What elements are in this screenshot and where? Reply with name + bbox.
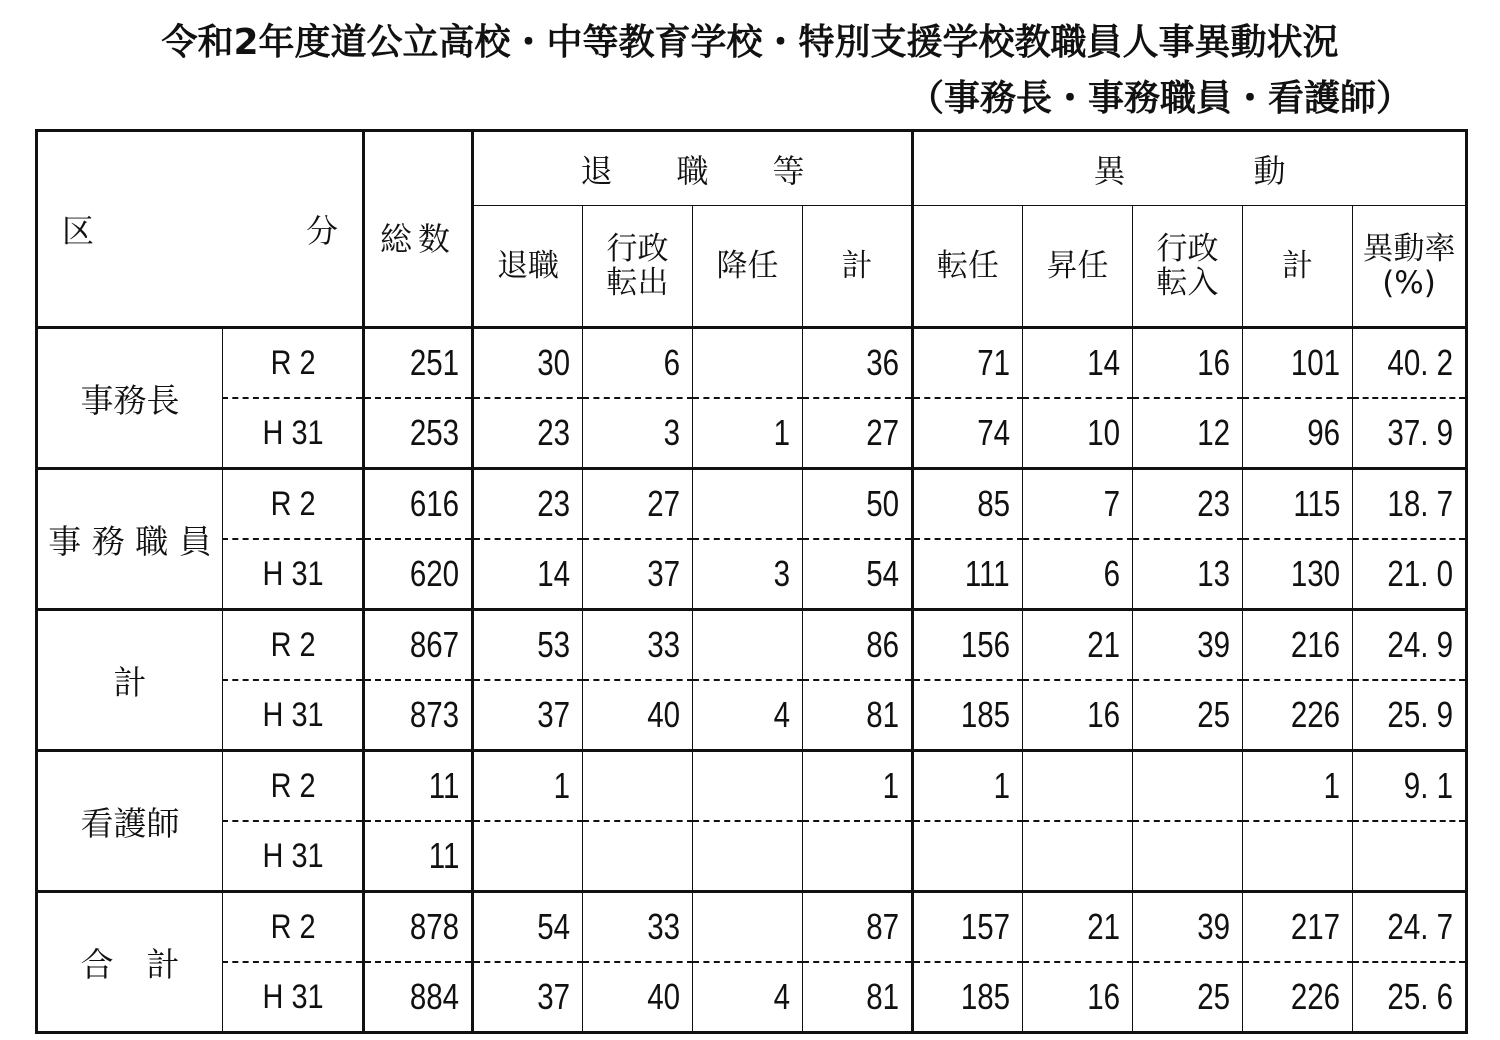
- cell-value: 6: [1103, 553, 1121, 594]
- cell-value: 87: [866, 906, 900, 947]
- header-transfer-total: 計: [1243, 206, 1353, 328]
- cell-rate: [1353, 751, 1467, 822]
- cell-value: 616: [409, 483, 459, 524]
- cell-retire: [473, 892, 583, 963]
- header-transfer: 転任: [913, 206, 1023, 328]
- cell-value: 21: [1087, 906, 1121, 947]
- cell-retire: [473, 680, 583, 751]
- cell-retire-total: [803, 469, 913, 540]
- cell-admin-in: [1133, 962, 1243, 1033]
- header-promotion: 昇任: [1023, 206, 1133, 328]
- cell-transfer: [913, 328, 1023, 399]
- cell-demotion: [693, 539, 803, 610]
- cell-demotion: [693, 751, 803, 822]
- header-admin-out-line1: 行政: [606, 231, 669, 267]
- cell-retire: [473, 398, 583, 469]
- header-retirement-total: 計: [803, 206, 913, 328]
- cell-retire-total: [803, 398, 913, 469]
- header-category: [37, 131, 364, 328]
- header-admin-in-line2: 転入: [1156, 265, 1219, 301]
- cell-value: 30: [537, 342, 570, 383]
- cell-demotion: [693, 610, 803, 681]
- cell-value: 25: [1197, 694, 1231, 735]
- cell-value: 873: [409, 694, 459, 735]
- header-admin-out-line2: 転出: [606, 265, 669, 301]
- cell-value: 27: [647, 483, 680, 524]
- cell-promotion: [1023, 610, 1133, 681]
- page-title: 令和2年度道公立高校・中等教育学校・特別支援学校教職員人事異動状況: [161, 22, 1339, 63]
- cell-promotion: [1023, 539, 1133, 610]
- header-total: 総数: [364, 131, 473, 328]
- cell-admin-in: [1133, 821, 1243, 892]
- cell-rate: [1353, 680, 1467, 751]
- table-row: [37, 539, 1467, 610]
- cell-transfer: [913, 680, 1023, 751]
- cell-value: 54: [537, 906, 570, 947]
- cell-demotion: [693, 328, 803, 399]
- cell-transfer-total: [1243, 469, 1353, 540]
- cell-transfer-total: [1243, 610, 1353, 681]
- cell-value: 14: [1087, 342, 1121, 383]
- row-year-label: R 2: [233, 892, 353, 963]
- cell-value: 21: [1087, 624, 1121, 665]
- cell-value: 40: [647, 976, 680, 1017]
- header-admin-in: [1133, 206, 1243, 328]
- cell-value: 27: [866, 412, 900, 453]
- cell-promotion: [1023, 398, 1133, 469]
- row-year-label: H 31: [233, 539, 353, 610]
- cell-value: 884: [409, 976, 459, 1017]
- cell-total: [364, 892, 473, 963]
- cell-value: 7: [1103, 483, 1121, 524]
- row-year-label: R 2: [233, 610, 353, 681]
- cell-retire-total: [803, 962, 913, 1033]
- table-row: [37, 398, 1467, 469]
- cell-retire-total: [803, 821, 913, 892]
- cell-value: 216: [1290, 624, 1341, 665]
- cell-transfer: [913, 539, 1023, 610]
- cell-rate: [1353, 469, 1467, 540]
- cell-total: [364, 610, 473, 681]
- cell-value: 253: [409, 412, 459, 453]
- row-year-label: H 31: [233, 962, 353, 1033]
- cell-value: 3: [663, 412, 680, 453]
- cell-admin-out: [583, 680, 693, 751]
- cell-value: 54: [866, 553, 900, 594]
- cell-value: 39: [1197, 624, 1231, 665]
- cell-value: 37: [647, 553, 680, 594]
- cell-transfer: [913, 610, 1023, 681]
- cell-admin-out: [583, 751, 693, 822]
- header-retirement-group: 退 職 等: [473, 131, 913, 206]
- cell-demotion: [693, 962, 803, 1033]
- cell-admin-in: [1133, 539, 1243, 610]
- cell-promotion: [1023, 821, 1133, 892]
- cell-value: 1: [993, 765, 1011, 806]
- cell-transfer-total: [1243, 751, 1353, 822]
- cell-value: 85: [977, 483, 1011, 524]
- cell-transfer: [913, 821, 1023, 892]
- cell-value: 4: [773, 976, 790, 1017]
- cell-retire-total: [803, 539, 913, 610]
- cell-value: 81: [866, 694, 900, 735]
- cell-retire: [473, 469, 583, 540]
- table-row: [37, 610, 1467, 681]
- cell-transfer: [913, 962, 1023, 1033]
- row-group-label: 計: [37, 610, 223, 751]
- cell-value: 226: [1290, 694, 1341, 735]
- table-row: [37, 821, 1467, 892]
- cell-transfer-total: [1243, 821, 1353, 892]
- cell-value: 53: [537, 624, 570, 665]
- table-row: [37, 751, 1467, 822]
- cell-transfer: [913, 751, 1023, 822]
- cell-rate: [1353, 610, 1467, 681]
- cell-value: 24. 7: [1387, 906, 1454, 947]
- cell-total: [364, 539, 473, 610]
- row-group-label: 看護師: [37, 751, 223, 892]
- cell-value: 1: [773, 412, 790, 453]
- cell-value: 13: [1197, 553, 1231, 594]
- cell-retire-total: [803, 892, 913, 963]
- row-group-label: 合 計: [37, 892, 223, 1033]
- cell-retire: [473, 539, 583, 610]
- cell-value: 37. 9: [1387, 412, 1454, 453]
- row-year-label: H 31: [233, 398, 353, 469]
- table-row: [37, 469, 1467, 540]
- header-category-left: 区: [62, 212, 95, 250]
- cell-value: 37: [537, 976, 570, 1017]
- cell-value: 81: [866, 976, 900, 1017]
- cell-retire: [473, 821, 583, 892]
- cell-transfer-total: [1243, 892, 1353, 963]
- header-transfer-group: 異 動: [913, 131, 1467, 206]
- cell-admin-in: [1133, 610, 1243, 681]
- cell-value: 16: [1087, 976, 1121, 1017]
- cell-value: 14: [537, 553, 570, 594]
- cell-admin-out: [583, 892, 693, 963]
- cell-demotion: [693, 680, 803, 751]
- cell-admin-out: [583, 821, 693, 892]
- cell-total: [364, 680, 473, 751]
- cell-admin-in: [1133, 398, 1243, 469]
- cell-rate: [1353, 328, 1467, 399]
- table-row: [37, 962, 1467, 1033]
- header-retirement: 退職: [473, 206, 583, 328]
- cell-transfer-total: [1243, 539, 1353, 610]
- header-transfer-rate-line2: (%): [1382, 265, 1436, 301]
- row-year-label: R 2: [233, 751, 353, 822]
- row-year-label: R 2: [233, 469, 353, 540]
- cell-total: [364, 469, 473, 540]
- cell-value: 226: [1290, 976, 1341, 1017]
- cell-admin-out: [583, 398, 693, 469]
- cell-value: 74: [977, 412, 1011, 453]
- page-subtitle: （事務長・事務職員・看護師）: [907, 78, 1412, 119]
- row-year-label: H 31: [233, 821, 353, 892]
- cell-value: 40: [647, 694, 680, 735]
- cell-value: 1: [882, 765, 900, 806]
- table-row: [37, 328, 1467, 399]
- cell-retire-total: [803, 751, 913, 822]
- cell-retire-total: [803, 680, 913, 751]
- cell-demotion: [693, 469, 803, 540]
- cell-total: [364, 821, 473, 892]
- cell-value: 50: [866, 483, 900, 524]
- cell-value: 1: [553, 765, 570, 806]
- cell-retire: [473, 328, 583, 399]
- header-category-right: 分: [305, 212, 338, 250]
- cell-promotion: [1023, 892, 1133, 963]
- cell-value: 37: [537, 694, 570, 735]
- cell-admin-out: [583, 962, 693, 1033]
- cell-demotion: [693, 821, 803, 892]
- cell-admin-in: [1133, 328, 1243, 399]
- table-row: [37, 892, 1467, 963]
- cell-value: 23: [537, 483, 570, 524]
- cell-total: [364, 962, 473, 1033]
- cell-value: 25: [1197, 976, 1231, 1017]
- cell-value: 24. 9: [1387, 624, 1454, 665]
- cell-value: 23: [537, 412, 570, 453]
- header-admin-out: [583, 206, 693, 328]
- cell-value: 115: [1292, 483, 1341, 524]
- cell-promotion: [1023, 751, 1133, 822]
- cell-value: 96: [1307, 412, 1341, 453]
- cell-value: 156: [960, 624, 1011, 665]
- cell-value: 21. 0: [1387, 553, 1454, 594]
- cell-admin-out: [583, 539, 693, 610]
- cell-transfer: [913, 398, 1023, 469]
- cell-value: 11: [428, 835, 459, 876]
- cell-value: 18. 7: [1387, 483, 1454, 524]
- cell-value: 217: [1290, 906, 1341, 947]
- cell-value: 36: [866, 342, 900, 383]
- cell-value: 867: [409, 624, 459, 665]
- cell-value: 620: [409, 553, 459, 594]
- cell-value: 10: [1087, 412, 1121, 453]
- cell-total: [364, 751, 473, 822]
- row-year-label: R 2: [233, 328, 353, 399]
- cell-value: 251: [409, 342, 459, 383]
- cell-rate: [1353, 398, 1467, 469]
- header-demotion: 降任: [693, 206, 803, 328]
- cell-value: 101: [1290, 342, 1341, 383]
- cell-transfer: [913, 892, 1023, 963]
- cell-value: 40. 2: [1387, 342, 1454, 383]
- cell-total: [364, 328, 473, 399]
- header-admin-in-line1: 行政: [1156, 231, 1219, 267]
- cell-retire-total: [803, 328, 913, 399]
- cell-demotion: [693, 892, 803, 963]
- cell-value: 878: [409, 906, 459, 947]
- row-year-label: H 31: [233, 680, 353, 751]
- cell-value: 11: [428, 765, 459, 806]
- cell-promotion: [1023, 680, 1133, 751]
- cell-value: 23: [1197, 483, 1231, 524]
- cell-value: 3: [773, 553, 790, 594]
- personnel-transfer-table: [35, 129, 1468, 1034]
- cell-demotion: [693, 398, 803, 469]
- cell-value: 33: [647, 624, 680, 665]
- cell-rate: [1353, 892, 1467, 963]
- cell-admin-out: [583, 328, 693, 399]
- cell-admin-in: [1133, 680, 1243, 751]
- cell-total: [364, 398, 473, 469]
- cell-promotion: [1023, 328, 1133, 399]
- cell-admin-out: [583, 469, 693, 540]
- cell-value: 25. 6: [1387, 976, 1454, 1017]
- cell-transfer-total: [1243, 680, 1353, 751]
- cell-value: 25. 9: [1387, 694, 1454, 735]
- header-transfer-rate-line1: 異動率: [1362, 231, 1456, 267]
- cell-value: 1: [1323, 765, 1341, 806]
- cell-value: 16: [1087, 694, 1121, 735]
- cell-rate: [1353, 539, 1467, 610]
- cell-value: 6: [663, 342, 680, 383]
- row-group-label: 事務長: [37, 328, 223, 469]
- cell-retire-total: [803, 610, 913, 681]
- cell-admin-out: [583, 610, 693, 681]
- cell-transfer: [913, 469, 1023, 540]
- cell-value: 4: [773, 694, 790, 735]
- cell-retire: [473, 610, 583, 681]
- cell-transfer-total: [1243, 398, 1353, 469]
- cell-value: 86: [866, 624, 900, 665]
- cell-value: 157: [960, 906, 1011, 947]
- header-transfer-rate: [1353, 206, 1467, 328]
- cell-value: 185: [960, 976, 1011, 1017]
- cell-rate: [1353, 962, 1467, 1033]
- cell-value: 16: [1197, 342, 1231, 383]
- table-body: [37, 328, 1467, 1033]
- cell-transfer-total: [1243, 328, 1353, 399]
- cell-admin-in: [1133, 892, 1243, 963]
- cell-promotion: [1023, 962, 1133, 1033]
- cell-admin-in: [1133, 751, 1243, 822]
- cell-admin-in: [1133, 469, 1243, 540]
- cell-rate: [1353, 821, 1467, 892]
- cell-value: 9. 1: [1403, 765, 1454, 806]
- cell-value: 12: [1197, 412, 1231, 453]
- row-group-label: 事 務 職 員: [37, 469, 223, 610]
- table-row: [37, 680, 1467, 751]
- cell-retire: [473, 751, 583, 822]
- cell-transfer-total: [1243, 962, 1353, 1033]
- cell-value: 185: [960, 694, 1011, 735]
- cell-promotion: [1023, 469, 1133, 540]
- cell-value: 33: [647, 906, 680, 947]
- cell-retire: [473, 962, 583, 1033]
- cell-value: 111: [965, 553, 1011, 594]
- cell-value: 130: [1290, 553, 1341, 594]
- cell-value: 71: [977, 342, 1011, 383]
- cell-value: 39: [1197, 906, 1231, 947]
